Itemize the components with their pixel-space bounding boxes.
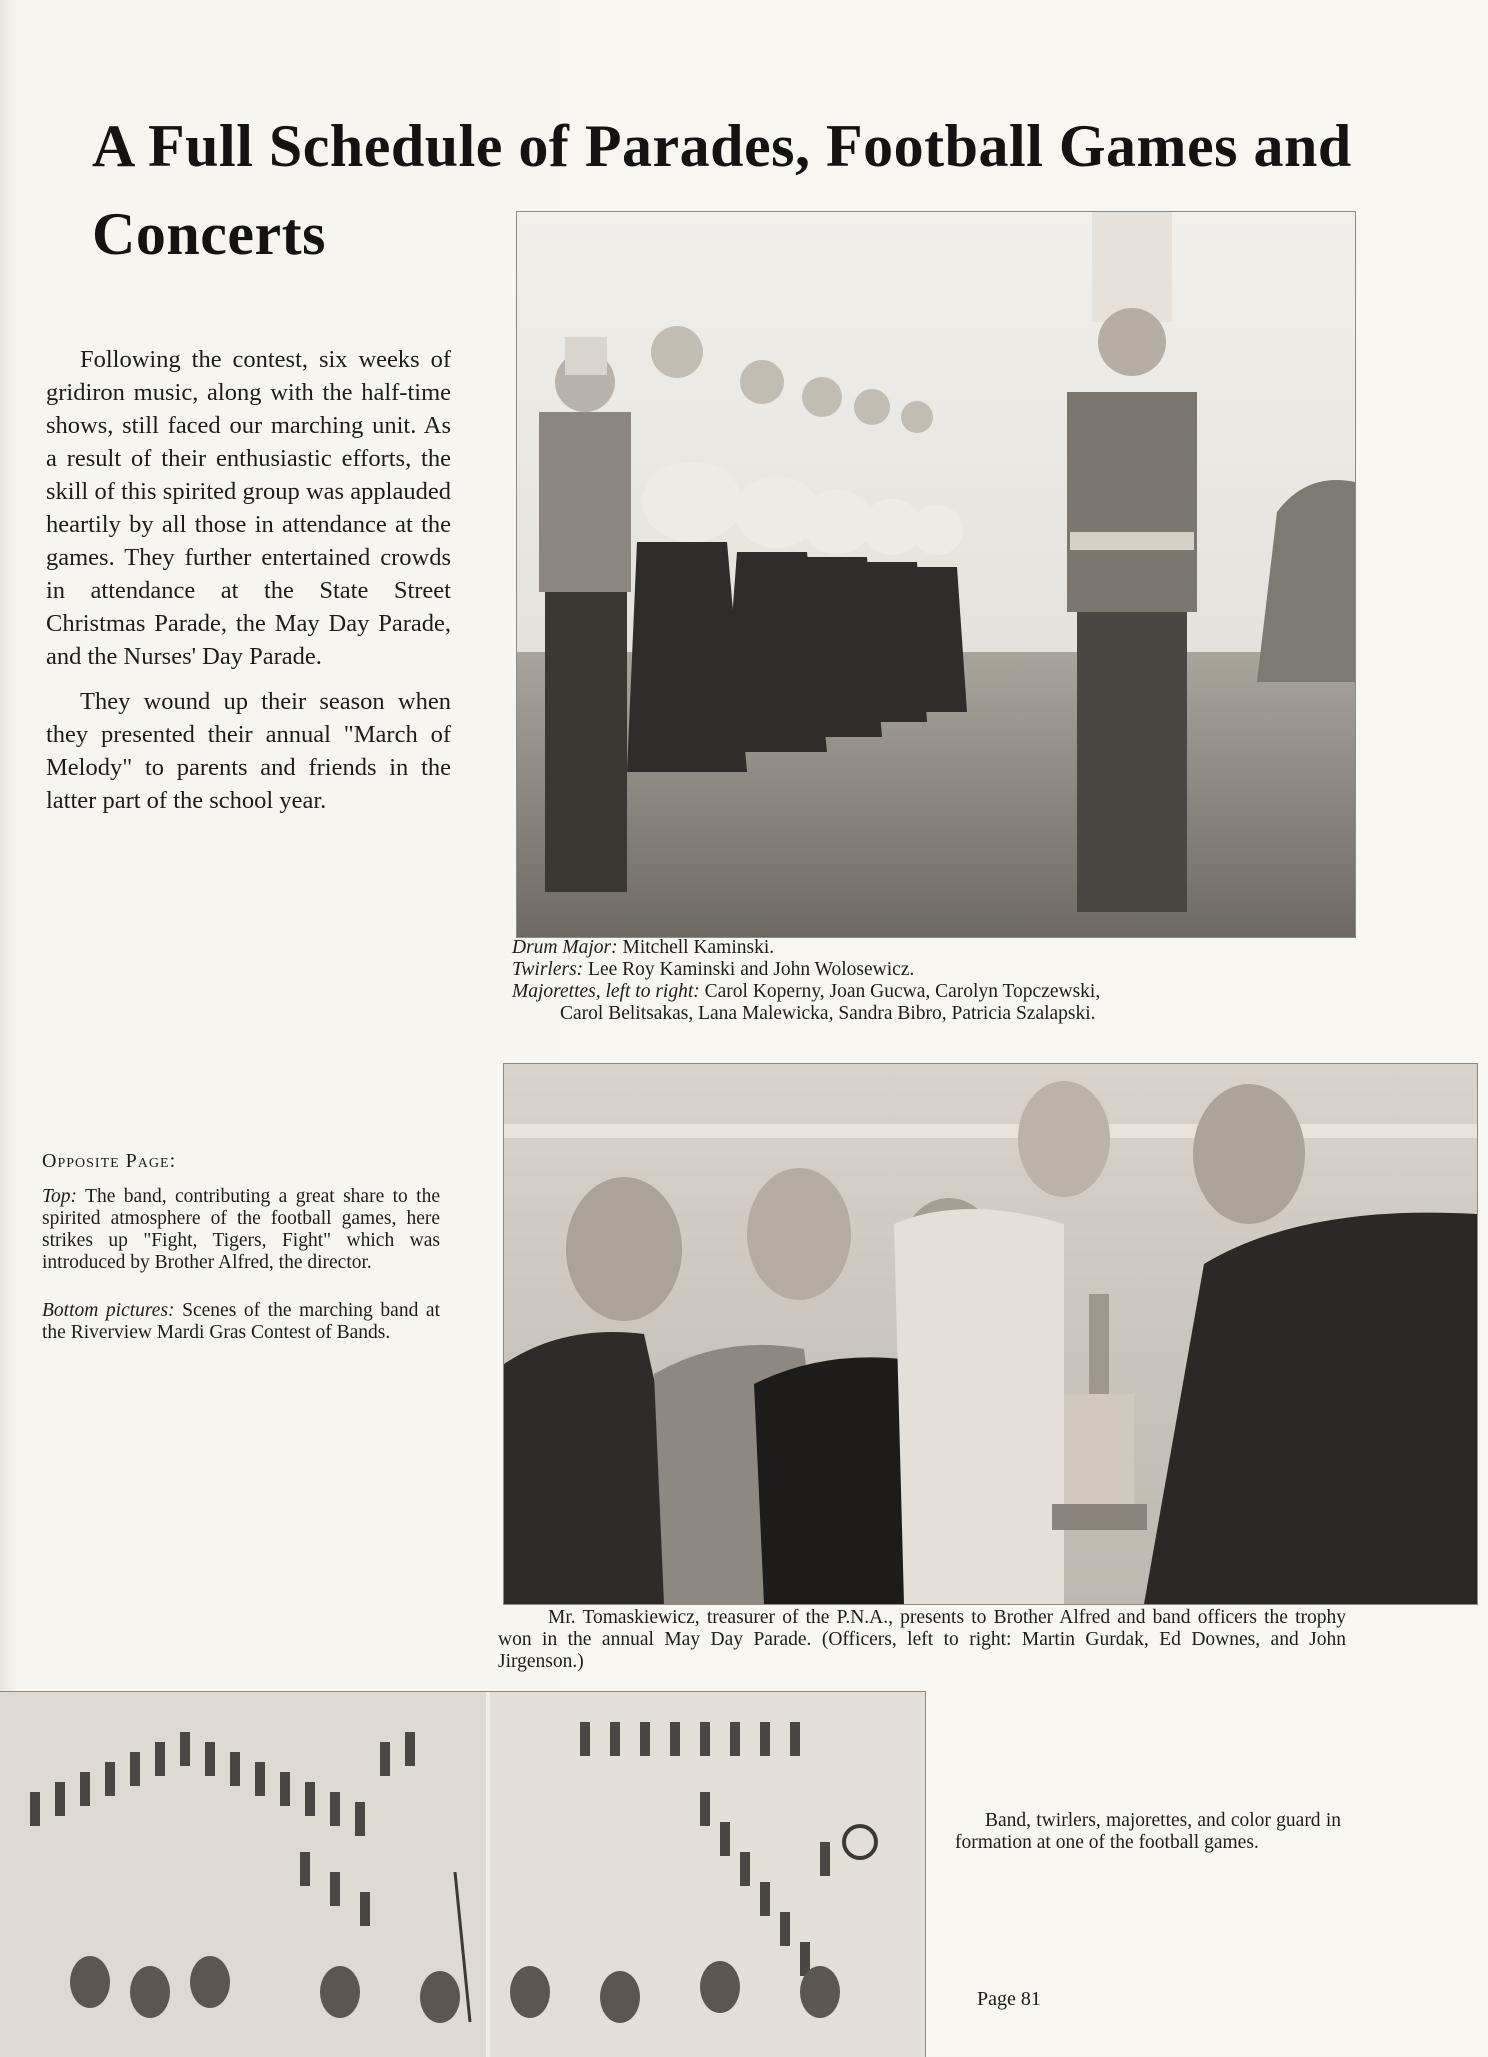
body-paragraph: Following the contest, six weeks of gridiron music, along with the half-time shows, still faced our marching unit. As a result of their enthusiastic efforts, the skill of this spirited group was applauded heartily by all those in attendance at the games. They further entertained crowds in attendance at the State Street Christmas Parade, the May Day Parade, and the Nurses' Day Parade. <box>46 346 451 670</box>
trophy-photo-image <box>504 1064 1477 1604</box>
majorettes-caption <box>512 937 1347 1025</box>
page-title: A Full Schedule of Parades, Football Games and Concerts <box>92 113 1352 267</box>
majorettes-photo <box>516 211 1356 938</box>
body-text <box>46 343 451 829</box>
opposite-bottom-note: Bottom pictures: Scenes of the marching band at the Riverview Mardi Gras Contest of Bands. <box>42 1300 440 1343</box>
drum-major-line: Drum Major: Mitchell Kaminski. <box>512 937 775 958</box>
formation-caption-text: Band, twirlers, majorettes, and color guard in formation at one of the football games. <box>955 1810 1341 1853</box>
page-number: Page 81 <box>977 1988 1041 2010</box>
opposite-page-heading: Opposite Page: <box>42 1150 177 1172</box>
trophy-caption-text: Mr. Tomaskiewicz, treasurer of the P.N.A., presents to Brother Alfred and band officers the trophy won in the annual May Day Parade. (Officers, left to right: Martin Gurdak, Ed Downes, and John Jirgenson.) <box>498 1607 1346 1672</box>
majorettes-photo-image <box>517 212 1355 937</box>
majorettes-line: Majorettes, left to right: Carol Koperny, Joan Gucwa, Carolyn Topczewski, <box>512 981 1101 1002</box>
formation-caption <box>955 1810 1341 1854</box>
formation-photo <box>0 1691 926 2057</box>
opposite-page-notes <box>42 1150 440 1370</box>
trophy-caption <box>498 1607 1346 1673</box>
trophy-photo <box>503 1063 1478 1605</box>
opposite-top-note: Top: The band, contributing a great share to the spirited atmosphere of the football games, here strikes up "Fight, Tigers, Fight" which was introduced by Brother Alfred, the director. <box>42 1186 440 1273</box>
majorettes-line-continued: Carol Belitsakas, Lana Malewicka, Sandra Bibro, Patricia Szalapski. <box>560 1003 1096 1024</box>
twirlers-line: Twirlers: Lee Roy Kaminski and John Wolosewicz. <box>512 959 915 980</box>
formation-photo-image <box>0 1692 925 2057</box>
body-paragraph: They wound up their season when they presented their annual "March of Melody" to parents and friends in the latter part of the school year. <box>46 688 451 814</box>
